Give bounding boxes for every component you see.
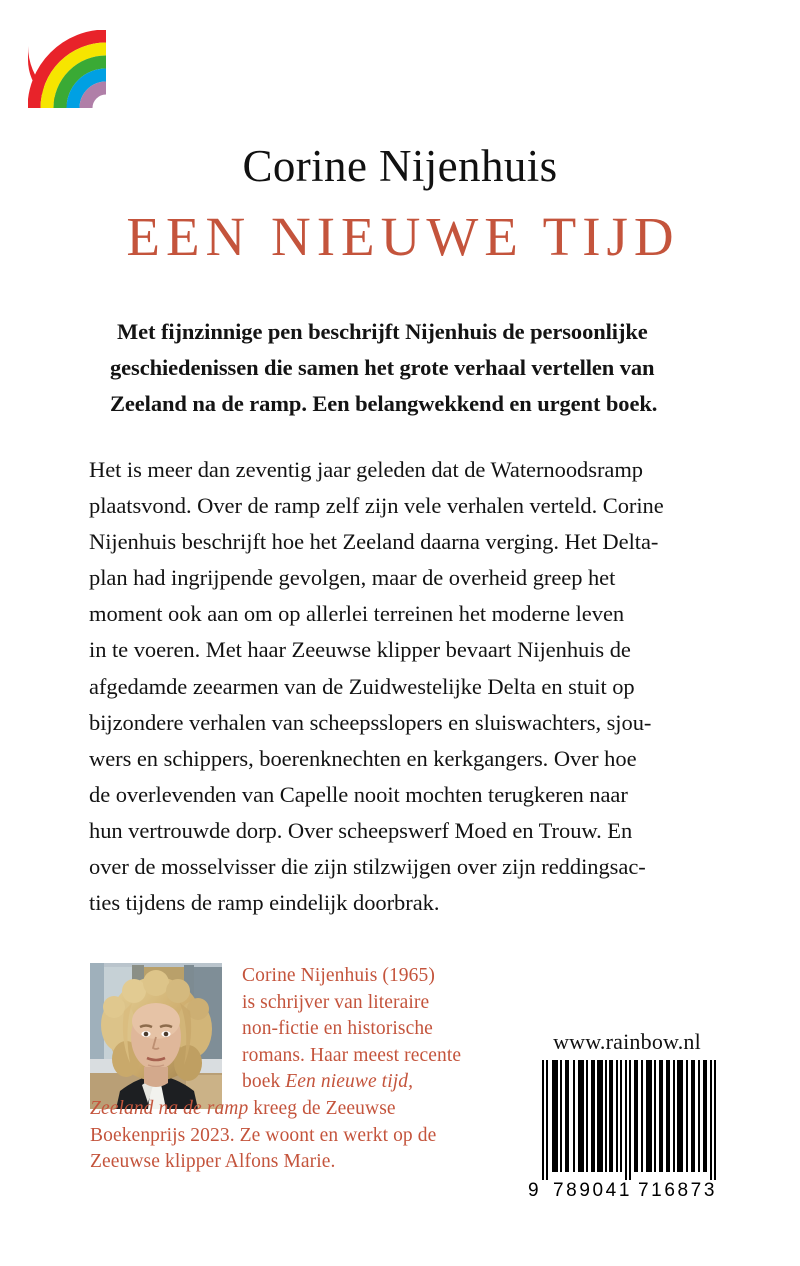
blurb-line: Zeeland na de ramp. Een belangwekkend en urgent boek. [110,391,658,416]
synopsis-line: Nijenhuis beschrijft hoe het Zeeland daarna verging. Het Delta- [89,529,659,555]
book-subtitle-italic: Zeeland na de ramp [90,1097,249,1119]
synopsis-line: Het is meer dan zeventig jaar geleden dat de Waternoodsramp [89,457,643,482]
author-name: Corine Nijenhuis [242,141,558,191]
synopsis-line: bijzondere verhalen van scheepsslopers en sluiswachters, sjou- [89,709,652,735]
book-title: EEN NIEUWE TIJD [126,206,680,267]
synopsis-line: plan had ingrijpende gevolgen, maar de overheid greep het [89,565,616,591]
barcode-bars [540,1060,718,1180]
author-bio-line [90,1069,510,1096]
isbn-digits [526,1180,726,1204]
isbn-check-digit: 9 [528,1180,542,1201]
synopsis-line: ties tijdens de ramp eindelijk doorbrak. [89,890,440,916]
bio-text-fragment: kreeg de Zeeuwse [248,1097,396,1119]
synopsis-line: hun vertrouwde dorp. Over scheepswerf Moed en Trouw. En [89,817,633,843]
author-bio-line: non-fictie en historische [242,1018,433,1040]
author-bio-line: is schrijver van literaire [242,991,430,1013]
synopsis-line: over de mosselvisser die zijn stilzwijgen over zijn reddingsac- [89,854,646,880]
isbn-barcode [518,1060,738,1204]
author-bio-line: Zeeuwse klipper Alfons Marie. [90,1151,336,1173]
isbn-left-group: 789041 [553,1180,633,1201]
blurb-line: geschiedenissen die samen het grote verhaal vertellen van [110,355,655,380]
synopsis-line: plaatsvond. Over de ramp zelf zijn vele verhalen verteld. Corine [89,493,664,519]
isbn-right-group: 716873 [638,1180,718,1201]
synopsis-text [89,452,713,921]
rainbow-icon [28,30,112,108]
author-bio-line: Corine Nijenhuis (1965) [242,965,435,986]
book-title-italic: Een nieuwe tijd, [285,1071,414,1093]
blurb-line: Met fijnzinnige pen beschrijft Nijenhuis de persoonlijke [117,319,648,344]
bio-text-fragment: boek [242,1071,286,1093]
author-bio-line: romans. Haar meest recente [242,1044,462,1066]
blurb-quote [110,314,710,422]
publisher-website[interactable]: www.rainbow.nl [553,1029,701,1054]
author-bio-line: Boekenprijs 2023. Ze woont en werkt op de [90,1124,437,1146]
author-bio-line [90,1096,510,1123]
synopsis-line: in te voeren. Met haar Zeeuwse klipper bevaart Nijenhuis de [89,637,631,663]
author-bio [90,963,510,1176]
synopsis-line: afgedamde zeearmen van de Zuidwestelijke Delta en stuit op [89,673,635,699]
synopsis-line: wers en schippers, boerenknechten en kerkgangers. Over hoe [89,745,637,771]
synopsis-line: de overlevenden van Capelle nooit mochten terugkeren naar [89,781,628,807]
synopsis-line: moment ook aan om op allerlei terreinen het moderne leven [89,601,625,627]
